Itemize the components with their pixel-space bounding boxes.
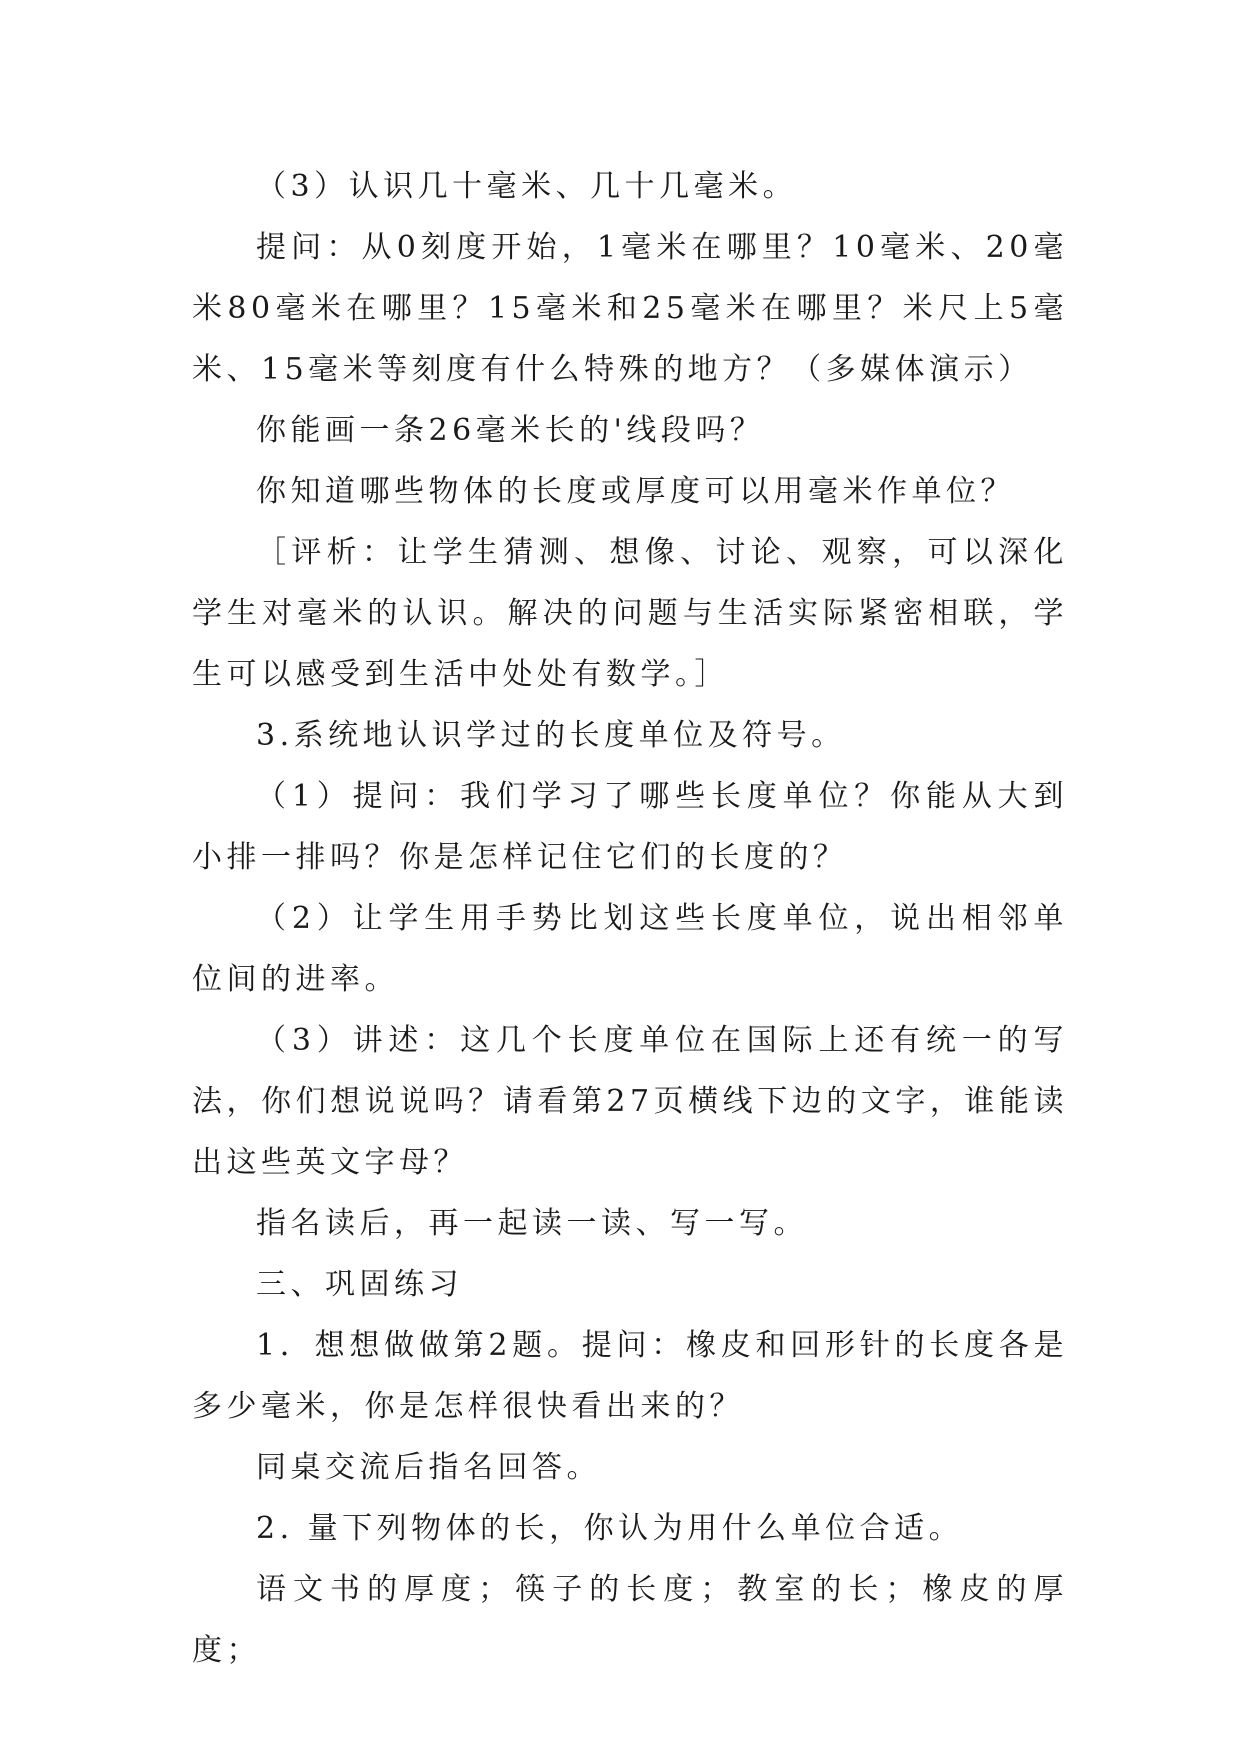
document-body [192, 156, 1068, 1681]
paragraph: 同桌交流后指名回答。 [256, 1450, 601, 1485]
paragraph: （1）提问：我们学习了哪些长度单位？你能从大到小排一排吗？你是怎样记住它们的长度的？ [192, 779, 1068, 875]
paragraph: 你知道哪些物体的长度或厚度可以用毫米作单位？ [256, 474, 1015, 509]
paragraph: 2. 量下列物体的长，你认为用什么单位合适。 [256, 1511, 964, 1546]
paragraph: 3.系统地认识学过的长度单位及符号。 [256, 718, 846, 753]
paragraph: （3）认识几十毫米、几十几毫米。 [256, 169, 798, 204]
paragraph: 提问：从0刻度开始，1毫米在哪里？10毫米、20毫米80毫米在哪里？15毫米和25毫米在哪里？米尺上5毫米、15毫米等刻度有什么特殊的地方？（多媒体演示） [192, 230, 1068, 387]
paragraph: 你能画一条26毫米长的'线段吗？ [256, 413, 765, 448]
section-heading: 三、巩固练习 [256, 1267, 463, 1302]
paragraph: ［评析：让学生猜测、想像、讨论、观察，可以深化学生对毫米的认识。解决的问题与生活实际紧密相联，学生可以感受到生活中处处有数学。］ [192, 535, 1068, 692]
paragraph: 语文书的厚度；筷子的长度；教室的长；橡皮的厚度； [192, 1572, 1068, 1668]
paragraph: （2）让学生用手势比划这些长度单位，说出相邻单位间的进率。 [192, 901, 1068, 997]
paragraph: （3）讲述：这几个长度单位在国际上还有统一的写法，你们想说说吗？请看第27页横线下边的文字，谁能读出这些英文字母？ [192, 1023, 1068, 1180]
paragraph: 指名读后，再一起读一读、写一写。 [256, 1206, 808, 1241]
paragraph: 1．想想做做第2题。提问：橡皮和回形针的长度各是多少毫米，你是怎样很快看出来的？ [192, 1328, 1068, 1424]
